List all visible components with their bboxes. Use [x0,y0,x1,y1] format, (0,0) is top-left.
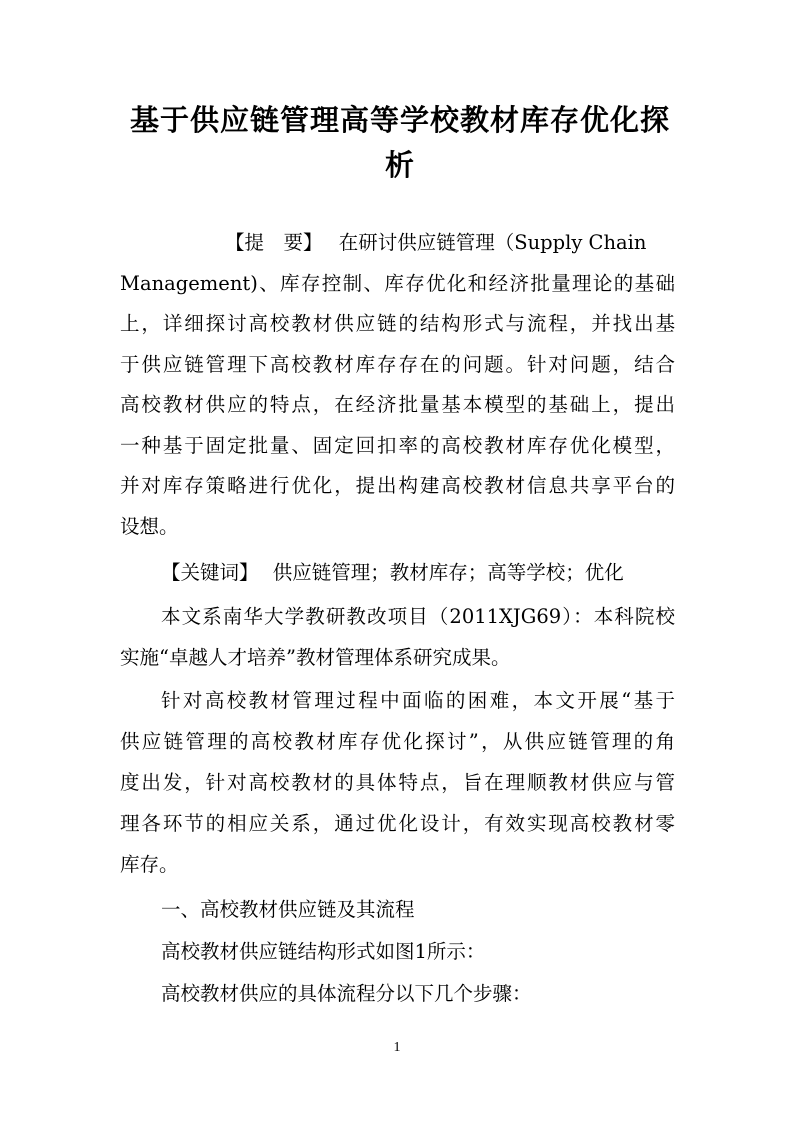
abstract-line: 设想。 [120,515,179,538]
keywords-text: 供应链管理；教材库存；高等学校；优化 [272,561,624,584]
abstract-line: 并对库存策略进行优化，提出构建高校教材信息共享平台的 [120,474,675,497]
section-line: 高校教材供应的具体流程分以下几个步骤： [161,982,532,1005]
abstract-line: 高校教材供应的特点，在经济批量基本模型的基础上，提出 [120,393,675,416]
intro-line: 针对高校教材管理过程中面临的困难，本文开展“基于 [161,689,675,712]
section-heading: 一、高校教材供应链及其流程 [161,898,415,921]
intro-line: 度出发，针对高校教材的具体特点，旨在理顺教材供应与管 [120,771,675,794]
funding-line: 实施“卓越人才培养”教材管理体系研究成果。 [120,646,511,669]
keywords-label: 【关键词】 [161,561,259,584]
intro-line: 库存。 [120,853,179,876]
abstract-line: 一种基于固定批量、固定回扣率的高校教材库存优化模型， [120,434,675,457]
intro-line: 理各环节的相应关系，通过优化设计，有效实现高校教材零 [120,812,675,835]
intro-line: 供应链管理的高校教材库存优化探讨”，从供应链管理的角 [120,730,675,753]
document-title-line-1: 基于供应链管理高等学校教材库存优化探 [129,103,670,137]
abstract-line: 于供应链管理下高校教材库存存在的问题。针对问题，结合 [120,353,675,376]
abstract-label: 【提 要】 [225,231,323,254]
abstract-line: Management)、库存控制、库存优化和经济批量理论的基础 [120,272,675,295]
abstract-text: 在研讨供应链管理（Supply Chain [338,231,647,254]
page-number: 1 [393,1040,401,1055]
funding-line: 本文系南华大学教研教改项目（2011XJG69）：本科院校 [161,605,675,628]
abstract-first-line [225,223,675,263]
section-line: 高校教材供应链结构形式如图1所示： [161,940,486,963]
abstract-line: 上，详细探讨高校教材供应链的结构形式与流程，并找出基 [120,312,675,335]
document-title-line-2: 析 [384,148,415,182]
keywords-line [161,553,675,593]
